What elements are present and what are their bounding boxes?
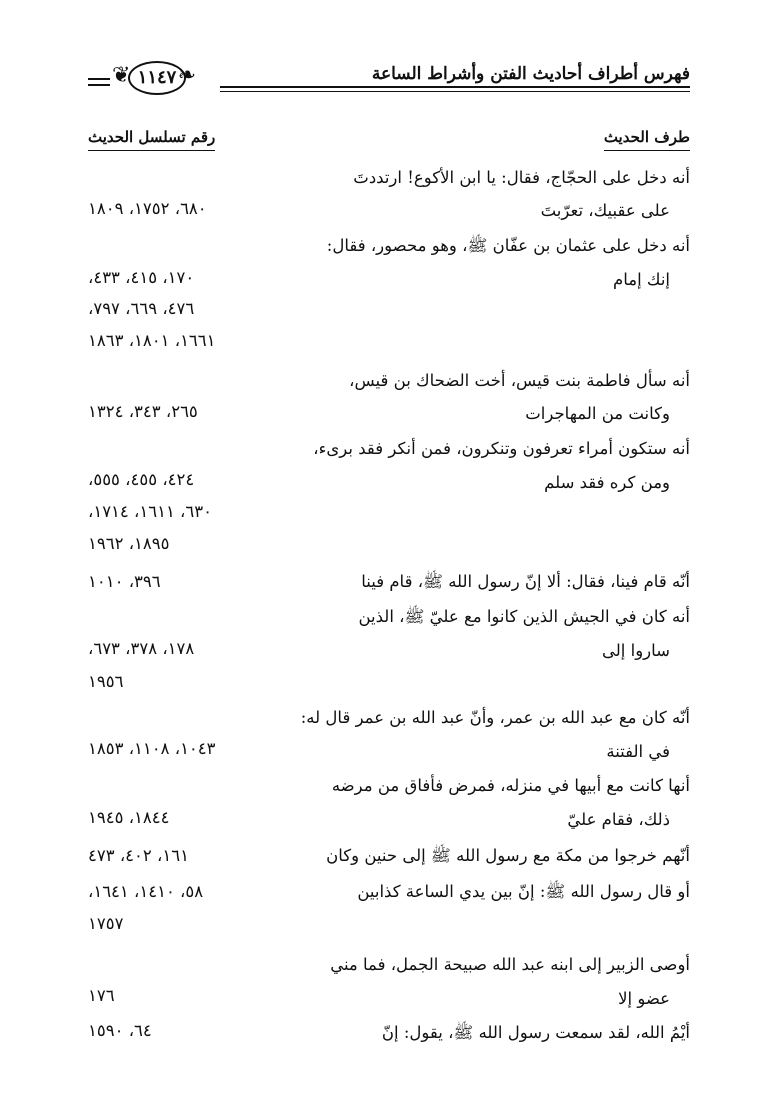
entry-numbers: ٦٣٠، ١٦١١، ١٧١٤،	[88, 502, 212, 521]
entry-text-line: ذلك، فقام عليّ	[567, 810, 670, 829]
entry-numbers: ١٧٠، ٤١٥، ٤٣٣،	[88, 268, 195, 287]
page-number: ١١٤٧	[128, 61, 186, 95]
entry-text-line: أنها كانت مع أبيها في منزله، فمرض فأفاق من مرضه	[331, 776, 690, 795]
ornament-icon: ❧	[177, 63, 196, 88]
entry-text-line: أو قال رسول الله ﷺ: إنّ بين يدي الساعة كذابين	[357, 882, 690, 901]
header-rule	[220, 86, 690, 88]
entry-text-line: ومن كره فقد سلم	[544, 473, 670, 492]
entry-numbers: ٣٩٦، ١٠١٠	[88, 572, 161, 591]
entry-text-line: ساروا إلى	[602, 641, 670, 660]
entry-text-line: أيْمُ الله، لقد سمعت رسول الله ﷺ، يقول: إنّ	[381, 1023, 690, 1042]
header-dash	[88, 78, 110, 80]
entry-text-line: أنه ستكون أمراء تعرفون وتنكرون، فمن أنكر فقد برىء،	[313, 439, 690, 458]
entry-numbers: ١٨٩٥، ١٩٦٢	[88, 534, 170, 553]
column-header-hadith: طرف الحديث	[604, 128, 690, 151]
entry-text-line: في الفتنة	[606, 742, 670, 761]
entry-numbers: ١٠٤٣، ١١٠٨، ١٨٥٣	[88, 739, 216, 758]
entry-text-line: أنه دخل على الحجّاج، فقال: يا ابن الأكوع! ارتددتَ	[353, 168, 690, 187]
entry-numbers: ١٦١، ٤٠٢، ٤٧٣	[88, 846, 189, 865]
entry-text-line: عضو إلا	[618, 989, 670, 1008]
entry-text-line: أوصى الزبير إلى ابنه عبد الله صبيحة الجمل، فما مني	[330, 955, 690, 974]
header-dash-lower	[88, 84, 110, 86]
entry-numbers: ١٩٥٦	[88, 672, 124, 691]
column-header-numbers: رقم تسلسل الحديث	[88, 128, 215, 151]
entry-numbers: ٦٨٠، ١٧٥٢، ١٨٠٩	[88, 199, 207, 218]
entry-text-line: أنه كان في الجيش الذين كانوا مع عليّ ﷺ، الذين	[358, 607, 690, 626]
entry-numbers: ١٨٤٤، ١٩٤٥	[88, 808, 170, 827]
page-header-title: فهرس أطراف أحاديث الفتن وأشراط الساعة	[371, 64, 690, 84]
entry-numbers: ٦٤، ١٥٩٠	[88, 1021, 152, 1040]
entry-text-line: إنك إمام	[613, 270, 670, 289]
entry-numbers: ٥٨، ١٤١٠، ١٦٤١،	[88, 882, 204, 901]
entry-numbers: ٤٧٦، ٦٦٩، ٧٩٧،	[88, 299, 195, 318]
entry-text-line: أنّه قام فينا، فقال: ألا إنّ رسول الله ﷺ، قام فينا	[361, 572, 690, 591]
entry-text-line: أنّه كان مع عبد الله بن عمر، وأنّ عبد الله بن عمر قال له:	[300, 708, 690, 727]
entry-text-line: على عقبيك، تعرّبتَ	[540, 201, 670, 220]
entry-numbers: ١٦٦١، ١٨٠١، ١٨٦٣	[88, 331, 216, 350]
ornament-icon: ❦	[112, 63, 131, 88]
entry-numbers: ١٧٨، ٣٧٨، ٦٧٣،	[88, 639, 195, 658]
entry-text-line: أنه دخل على عثمان بن عفّان ﷺ، وهو محصور، فقال:	[326, 236, 690, 255]
entry-numbers: ٤٢٤، ٤٥٥، ٥٥٥،	[88, 470, 195, 489]
entry-text-line: وكانت من المهاجرات	[525, 404, 670, 423]
entry-numbers: ٢٦٥، ٣٤٣، ١٣٢٤	[88, 402, 198, 421]
header-rule-thin	[220, 91, 690, 92]
entry-numbers: ١٧٦	[88, 986, 115, 1005]
page-number-badge	[112, 59, 200, 95]
entry-text-line: أنّهم خرجوا من مكة مع رسول الله ﷺ إلى حنين وكان	[326, 846, 690, 865]
entry-text-line: أنه سأل فاطمة بنت قيس، أخت الضحاك بن قيس،	[349, 371, 690, 390]
entry-numbers: ١٧٥٧	[88, 914, 124, 933]
